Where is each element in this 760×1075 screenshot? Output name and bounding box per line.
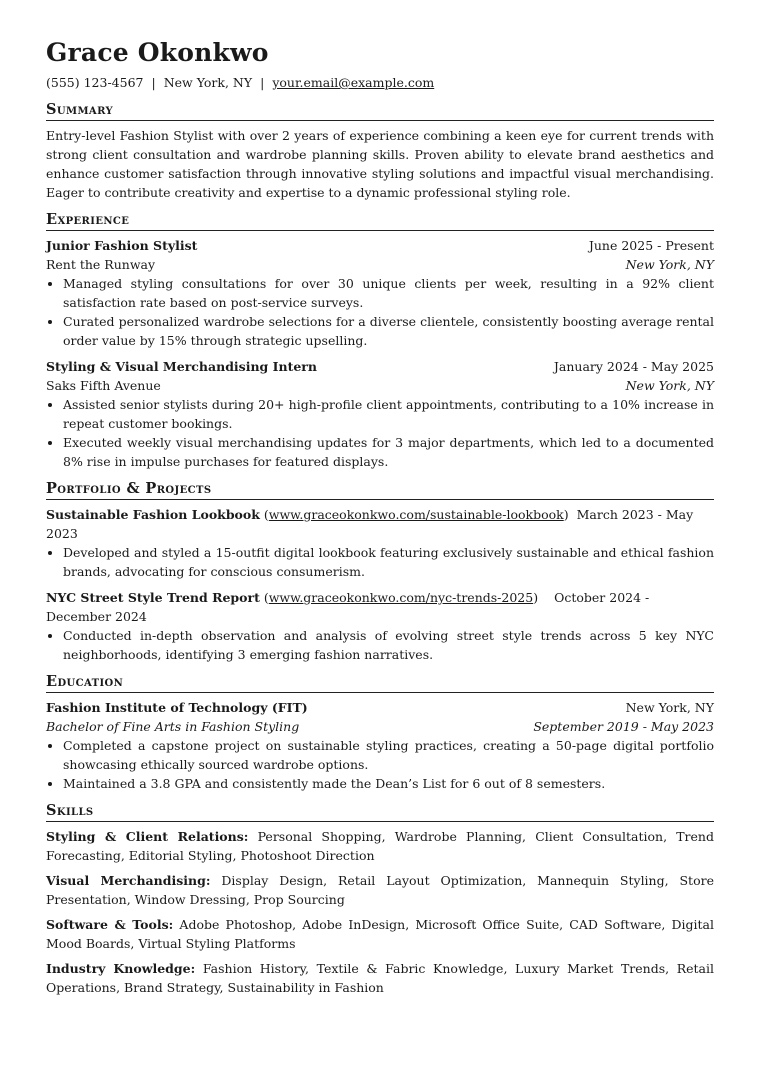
skill-group bbox=[46, 871, 714, 909]
education-entry bbox=[46, 698, 714, 793]
bullet-item: • Managed styling consultations for over 30 unique clients per week, resulting in a 92% client satisfaction rate based on post-service surveys. bbox=[63, 274, 714, 312]
skill-label: Styling & Client Relations: bbox=[46, 829, 249, 845]
experience-heading: Experience bbox=[46, 211, 714, 231]
candidate-name: Grace Okonkwo bbox=[46, 38, 269, 67]
project-entry: NYC Street Style Trend Report (www.graceokonkwo.com/nyc-trends-2025) October 2024 - December 2024 • Conducted in-depth observation and analysis of evolving street style trends across 5 key NYC neighborhoods, identifying 3 emerging fashion narratives. bbox=[46, 588, 714, 664]
experience-entry bbox=[46, 236, 714, 350]
bullet-list bbox=[46, 274, 714, 350]
contact-separator: | bbox=[151, 75, 156, 90]
education-dates: September 2019 - May 2023 bbox=[533, 719, 714, 734]
skill-group bbox=[46, 827, 714, 865]
skills-heading: Skills bbox=[46, 802, 714, 822]
skill-label: Industry Knowledge: bbox=[46, 961, 196, 977]
school-location: New York, NY bbox=[625, 700, 714, 715]
summary-heading: Summary bbox=[46, 101, 714, 121]
location: New York, NY bbox=[163, 75, 253, 90]
project-dates: March 2023 - May 2023 bbox=[46, 506, 694, 541]
job-title: Styling & Visual Merchandising Intern bbox=[46, 358, 317, 374]
school-name: Fashion Institute of Technology (FIT) bbox=[46, 700, 308, 715]
project-dates: October 2024 - December 2024 bbox=[46, 589, 650, 624]
experience-entry bbox=[46, 357, 714, 471]
project-name: NYC Street Style Trend Report bbox=[46, 589, 260, 605]
bullet-item: • Completed a capstone project on sustainable styling practices, creating a 50-page digital portfolio showcasing ethically sourced wardrobe options. bbox=[63, 736, 714, 774]
bullet-list bbox=[46, 543, 714, 581]
skill-label: Visual Merchandising: bbox=[46, 873, 211, 889]
project-url-link[interactable]: www.graceokonkwo.com/nyc-trends-2025 bbox=[268, 589, 534, 605]
skill-group bbox=[46, 959, 714, 997]
skill-value: Display Design, Retail Layout Optimization, Mannequin Styling, Store Presentation, Window Dressing, Prop Sourcing bbox=[46, 873, 714, 908]
contact-line bbox=[46, 74, 714, 92]
project-url-link[interactable]: www.graceokonkwo.com/sustainable-lookbook bbox=[268, 506, 564, 522]
education-heading: Education bbox=[46, 673, 714, 693]
bullet-item: • Developed and styled a 15-outfit digital lookbook featuring exclusively sustainable and ethical fashion brands, advocating for conscious consumerism. bbox=[63, 543, 714, 581]
skill-label: Software & Tools: bbox=[46, 917, 174, 933]
job-dates: June 2025 - Present bbox=[588, 237, 714, 253]
summary-text: Entry-level Fashion Stylist with over 2 years of experience combining a keen eye for current trends with strong client consultation and wardrobe planning skills. Proven ability to elevate brand aesthetics and enhance customer satisfaction through innovative styling solutions and impactful visual merchandising. Eager to contribute creativity and expertise to a dynamic professional styling role. bbox=[46, 127, 714, 200]
bullet-item: • Conducted in-depth observation and analysis of evolving street style trends across 5 key NYC neighborhoods, identifying 3 emerging fashion narratives. bbox=[63, 626, 714, 664]
contact-separator: | bbox=[260, 75, 265, 90]
job-location: New York, NY bbox=[625, 256, 714, 272]
project-name: Sustainable Fashion Lookbook bbox=[46, 506, 260, 522]
bullet-item: • Maintained a 3.8 GPA and consistently made the Dean’s List for 6 out of 8 semesters. bbox=[63, 774, 714, 793]
company-name: Rent the Runway bbox=[46, 256, 156, 272]
bullet-item: • Assisted senior stylists during 20+ high-profile client appointments, contributing to a 10% increase in repeat customer bookings. bbox=[63, 395, 714, 433]
job-dates: January 2024 - May 2025 bbox=[553, 358, 714, 374]
phone-number: (555) 123-4567 bbox=[46, 75, 144, 90]
bullet-item: • Executed weekly visual merchandising updates for 3 major departments, which led to a documented 8% rise in impulse purchases for featured displays. bbox=[63, 433, 714, 471]
skill-value: Adobe Photoshop, Adobe InDesign, Microsoft Office Suite, CAD Software, Digital Mood Boards, Virtual Styling Platforms bbox=[46, 917, 714, 952]
skill-value: Fashion History, Textile & Fabric Knowledge, Luxury Market Trends, Retail Operations, Brand Strategy, Sustainability in Fashion bbox=[46, 961, 714, 996]
project-entry: Sustainable Fashion Lookbook (www.graceokonkwo.com/sustainable-lookbook) March 2023 - May 2023 • Developed and styled a 15-outfit digital lookbook featuring exclusively sustainable and ethical fashion brands, advocating for conscious consumerism. bbox=[46, 505, 714, 581]
company-name: Saks Fifth Avenue bbox=[46, 377, 161, 393]
degree: Bachelor of Fine Arts in Fashion Styling bbox=[46, 719, 300, 734]
bullet-list bbox=[46, 395, 714, 471]
email-link[interactable]: your.email@example.com bbox=[272, 75, 435, 90]
projects-heading: Portfolio & Projects bbox=[46, 480, 714, 500]
job-location: New York, NY bbox=[625, 377, 714, 393]
skill-value: Personal Shopping, Wardrobe Planning, Client Consultation, Trend Forecasting, Editorial Styling, Photoshoot Direction bbox=[46, 829, 714, 864]
bullet-item: • Curated personalized wardrobe selections for a diverse clientele, consistently boosting average rental order value by 15% through strategic upselling. bbox=[63, 312, 714, 350]
bullet-list bbox=[46, 626, 714, 664]
skill-group bbox=[46, 915, 714, 953]
bullet-list bbox=[46, 736, 714, 793]
job-title: Junior Fashion Stylist bbox=[46, 237, 198, 253]
